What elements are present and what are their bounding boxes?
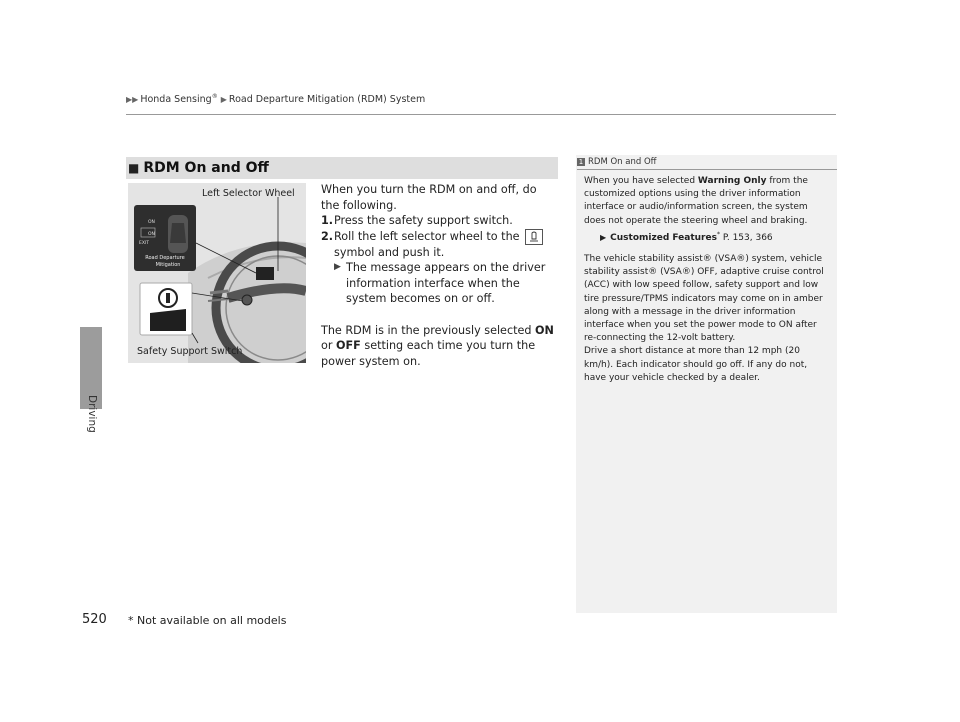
breadcrumb-arrow-icon: ▶▶ <box>126 95 139 105</box>
header-divider <box>126 114 836 115</box>
breadcrumb-arrow-icon: ▶ <box>220 95 227 105</box>
note-paragraph <box>584 175 830 228</box>
screen-on-selected-label: ON <box>148 232 155 237</box>
step-text: Press the safety support switch. <box>334 214 513 227</box>
left-selector-wheel-label: Left Selector Wheel <box>202 188 295 199</box>
outro-text: or <box>321 339 337 352</box>
dashboard-illustration <box>128 183 306 363</box>
step-text: Roll the left selector wheel to the <box>334 229 520 243</box>
notes-heading-text: RDM On and Off <box>588 157 657 167</box>
svg-text:Road Departure: Road Departure <box>145 255 185 261</box>
intro-paragraph: When you turn the RDM on and off, do the following. <box>321 183 537 212</box>
outro-text: setting each time you turn the power system on. <box>321 339 536 368</box>
screen-on-label: ON <box>148 220 155 225</box>
cross-reference-icon: ▶ <box>600 232 607 242</box>
outro-off: OFF <box>336 339 361 352</box>
outro-on: ON <box>535 323 554 337</box>
result-arrow-icon: ▶ <box>334 262 341 272</box>
note-paragraph: Drive a short distance at more than 12 mph (20 km/h). Each indicator should go off. If any do not, have your vehicle checked by a dealer. <box>584 346 808 383</box>
steering-wheel-diagram <box>128 183 306 363</box>
step-2-result <box>321 260 557 307</box>
outro-text: The RDM is in the previously selected <box>321 323 536 337</box>
safety-support-switch-label: Safety Support Switch <box>137 346 243 357</box>
notes-body <box>584 175 830 393</box>
section-heading <box>126 157 558 179</box>
step-number: 2. <box>321 229 334 243</box>
footnote-star: * <box>716 230 720 238</box>
breadcrumb <box>126 93 425 105</box>
notes-heading <box>577 156 837 170</box>
cross-reference-title[interactable]: Customized Features <box>610 232 717 243</box>
breadcrumb-item-rdm[interactable]: Road Departure Mitigation (RDM) System <box>228 94 426 106</box>
step-1 <box>321 213 557 229</box>
note-paragraph: The vehicle stability assist® (VSA®) system, vehicle stability assist® (VSA®) OFF, adaptive cruise control (ACC) with low speed follow, safety support and low tire pressure/TPMS indicators may come on in amber along with a message in the driver information interface when you set the power mode to ON after re-connecting the 12-volt battery. <box>584 254 824 344</box>
note-text: When you have selected <box>584 176 698 186</box>
result-text: The message appears on the driver information interface when the system becomes on or off. <box>346 261 546 305</box>
breadcrumb-item-honda-sensing[interactable]: Honda Sensing <box>140 94 212 106</box>
registered-mark: ® <box>211 93 218 100</box>
screen-exit-label: EXIT <box>139 241 150 246</box>
cross-reference[interactable] <box>584 228 830 245</box>
safety-support-symbol-icon <box>525 229 543 245</box>
footnote: * Not available on all models <box>128 614 287 627</box>
step-2 <box>321 229 557 261</box>
main-body <box>321 182 557 369</box>
note-number-icon: 1 <box>578 158 584 166</box>
step-number: 1. <box>321 214 334 227</box>
step-text-cont: symbol and push it. <box>334 245 445 259</box>
outro-paragraph <box>321 323 557 370</box>
chapter-tab-label: Driving <box>86 395 98 433</box>
cross-reference-pages: P. 153, 366 <box>719 232 773 243</box>
note-bold: Warning Only <box>697 176 767 186</box>
page-number: 520 <box>82 612 107 627</box>
note-text: from the customized options using the driver information interface or audio/information screen, the system does not operate the steering wheel and braking. <box>584 176 808 226</box>
section-title: RDM On and Off <box>143 160 269 176</box>
section-marker-icon: ■ <box>128 161 140 175</box>
svg-text:Mitigation: Mitigation <box>155 262 181 268</box>
